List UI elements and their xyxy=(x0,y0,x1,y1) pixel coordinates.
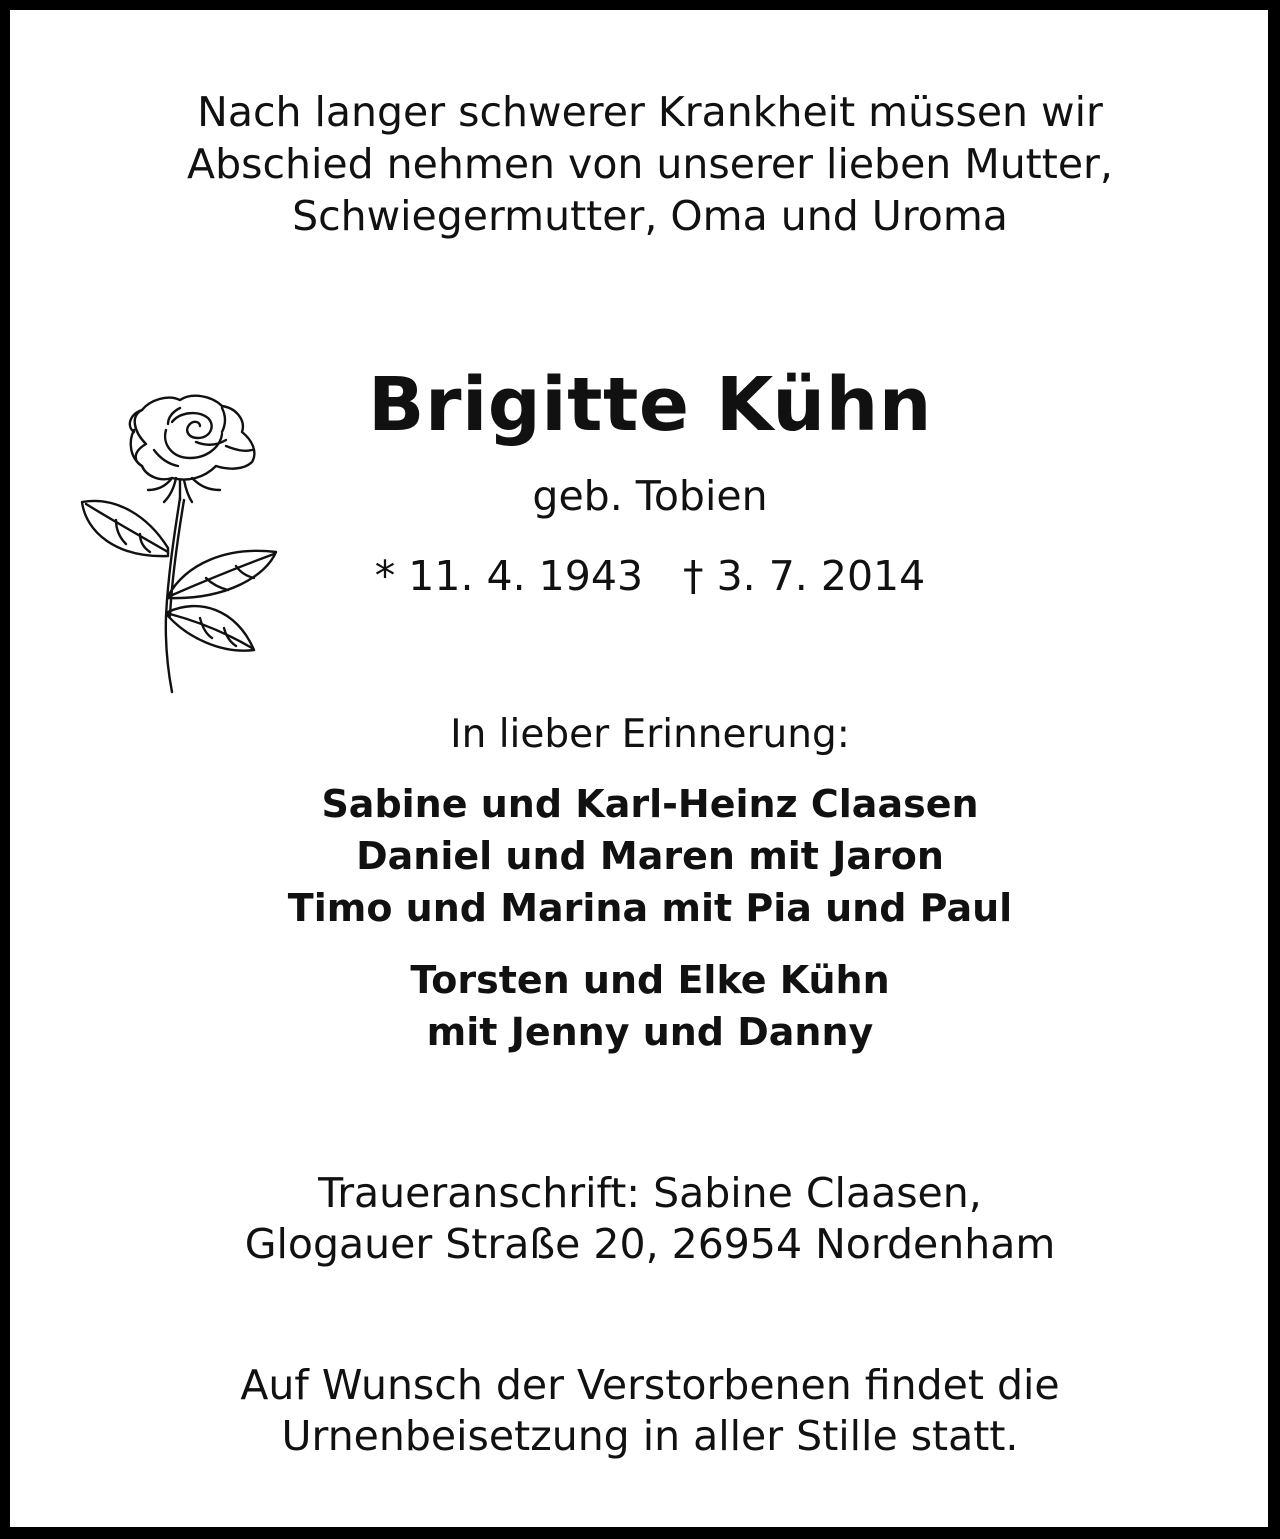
family-line: Sabine und Karl-Heinz Claasen xyxy=(321,782,979,826)
death-date: † 3. 7. 2014 xyxy=(683,552,926,600)
mourning-address xyxy=(10,1168,1280,1270)
family-group xyxy=(10,954,1280,1058)
family-line: Timo und Marina mit Pia und Paul xyxy=(287,886,1013,930)
memory-heading-text: In lieber Erinnerung: xyxy=(450,712,850,757)
intro-line: Schwiegermutter, Oma und Uroma xyxy=(292,192,1008,240)
closing-line: Urnenbeisetzung in aller Stille statt. xyxy=(281,1412,1019,1460)
family-line: Daniel und Maren mit Jaron xyxy=(356,834,944,878)
closing-line: Auf Wunsch der Verstorbenen findet die xyxy=(240,1361,1060,1409)
deceased-name xyxy=(10,362,1280,448)
birth-name xyxy=(10,470,1280,522)
intro-line: Nach langer schwerer Krankheit müssen wir xyxy=(197,88,1103,136)
birth-name-text: geb. Tobien xyxy=(532,472,768,520)
closing-note xyxy=(10,1360,1280,1462)
family-line: mit Jenny und Danny xyxy=(426,1010,874,1054)
birth-date: * 11. 4. 1943 xyxy=(374,552,644,600)
life-dates-line xyxy=(10,550,1280,602)
deceased-name-text: Brigitte Kühn xyxy=(368,362,932,448)
intro-text xyxy=(10,86,1280,242)
memory-heading xyxy=(10,710,1280,760)
address-line: Glogauer Straße 20, 26954 Nordenham xyxy=(244,1220,1056,1268)
life-dates xyxy=(10,550,1280,602)
family-line: Torsten und Elke Kühn xyxy=(410,958,890,1002)
family-group xyxy=(10,778,1280,934)
address-line: Traueranschrift: Sabine Claasen, xyxy=(318,1169,982,1217)
intro-line: Abschied nehmen von unserer lieben Mutter, xyxy=(187,140,1113,188)
